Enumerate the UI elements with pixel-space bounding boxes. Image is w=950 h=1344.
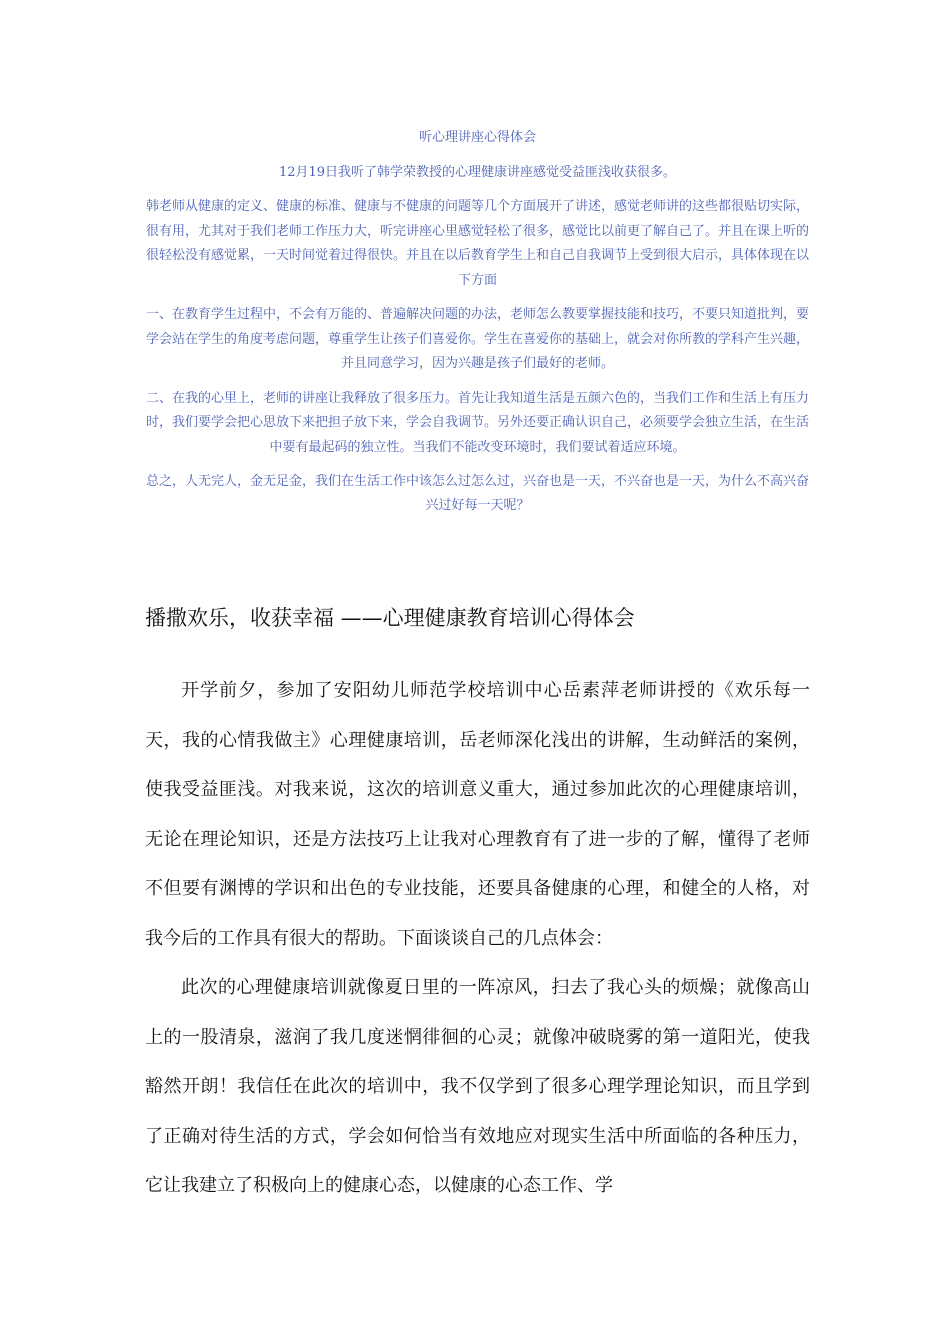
lecture-paragraph-point-two: 二、在我的心里上，老师的讲座让我释放了很多压力。首先让我知道生活是五颜六色的，当我们工作和生活上有压力时，我们要学会把心思放下来把担子放下来，学会自我调节。另外还要正确认识自己，必须要学会独立生活，在生活中要有最起码的独立性。当我们不能改变环境时，我们要试着适应环境。	[145, 390, 809, 455]
lecture-notes-section	[145, 126, 810, 518]
lecture-paragraph-intro: 韩老师从健康的定义、健康的标准、健康与不健康的问题等几个方面展开了讲述，感觉老师讲的这些都很贴切实际，很有用，尤其对于我们老师工作压力大，听完讲座心里感觉轻松了很多，感觉比以前更了解自己了。并且在课上听的很轻松没有感觉累，一天时间觉着过得很快。并且在以后教育学生上和自己自我调节上受到很大启示，具体体现在以下方面	[145, 199, 809, 288]
lecture-date-line: 12月19日我听了韩学荣教授的心理健康讲座感觉受益匪浅收获很多。	[278, 164, 677, 180]
lecture-paragraph-point-one: 一、在教育学生过程中，不会有万能的、普遍解决问题的办法，老师怎么教要掌握技能和技巧，不要只知道批判，要学会站在学生的角度考虑问题，尊重学生让孩子们喜爱你。学生在喜爱你的基础上，就会对你所教的学科产生兴趣，并且同意学习，因为兴趣是孩子们最好的老师。	[145, 307, 809, 371]
training-essay-paragraph-1: 开学前夕，参加了安阳幼儿师范学校培训中心岳素萍老师讲授的《欢乐每一天，我的心情我做主》心理健康培训，岳老师深化浅出的讲解，生动鲜活的案例，使我受益匪浅。对我来说，这次的培训意义重大，通过参加此次的心理健康培训，无论在理论知识，还是方法技巧上让我对心理教育有了进一步的了解，懂得了老师不但要有渊博的学识和出色的专业技能，还要具备健康的心理，和健全的人格，对我今后的工作具有很大的帮助。下面谈谈自己的几点体会：	[145, 680, 810, 949]
training-essay-title: 播撒欢乐，收获幸福 ——心理健康教育培训心得体会	[145, 606, 635, 630]
lecture-notes-title: 听心理讲座心得体会	[418, 130, 536, 145]
lecture-summary: 总之，人无完人，金无足金，我们在生活工作中该怎么过怎么过，兴奋也是一天，不兴奋也是一天，为什么不高兴奋兴过好每一天呢？	[145, 474, 809, 513]
training-essay-paragraph-2: 此次的心理健康培训就像夏日里的一阵凉风，扫去了我心头的烦燥；就像高山上的一股清泉，滋润了我几度迷惘徘徊的心灵；就像冲破晓雾的第一道阳光，使我豁然开朗！我信任在此次的培训中，我不仅学到了很多心理学理论知识，而且学到了正确对待生活的方式，学会如何恰当有效地应对现实生活中所面临的各种压力，它让我建立了积极向上的健康心态，以健康的心态工作、学	[145, 977, 810, 1196]
training-essay-body	[145, 666, 810, 1211]
